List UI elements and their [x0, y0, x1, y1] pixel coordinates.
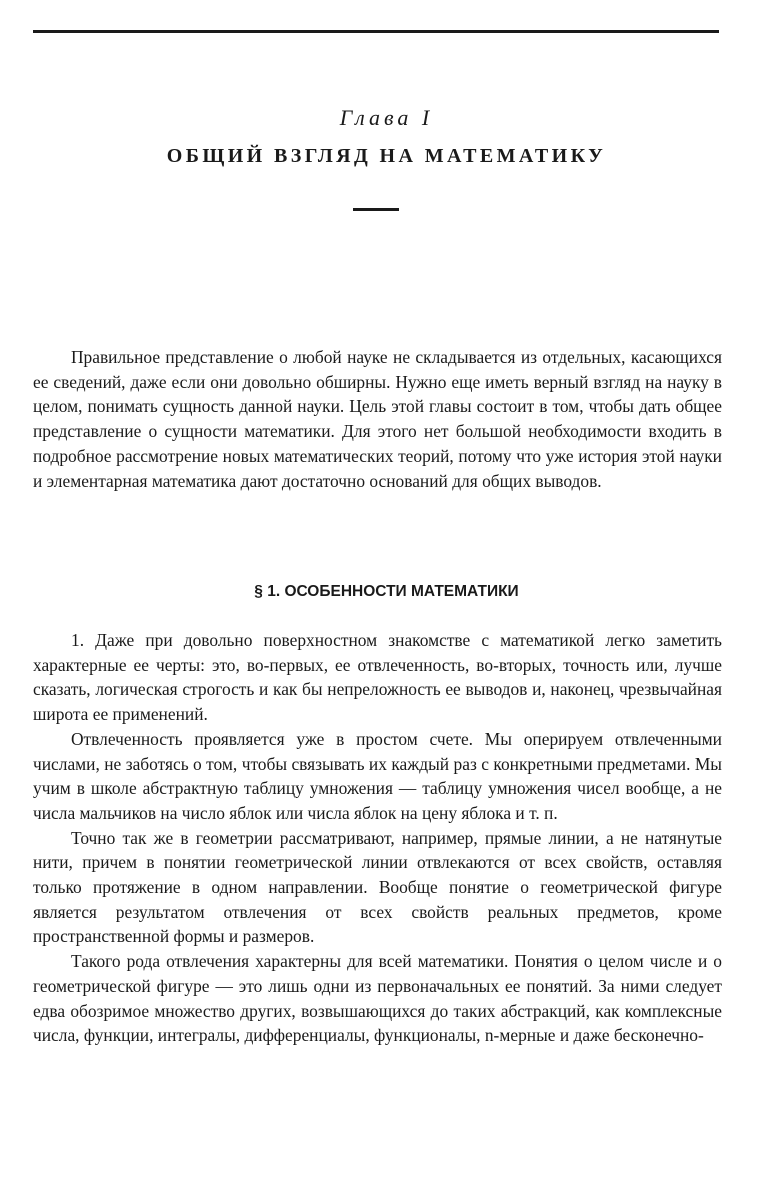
body-paragraph-2: Отвлеченность проявляется уже в простом счете. Мы оперируем отвлеченными числами, не заботясь о том, чтобы связывать их каждый раз с конкретными предметами. Мы учим в школе абстрактную таблицу умножения — таблицу умножения чисел вообще, а не числа мальчиков на число яблок или числа яблок на цену яблока и т. п.: [33, 728, 722, 823]
section-body: [33, 628, 722, 1048]
intro-paragraph: Правильное представление о любой науке не складывается из отдельных, касающихся ее сведений, даже если они довольно обширны. Нужно еще иметь верный взгляд на науку в целом, понимать сущность данной науки. Цель этой главы состоит в том, чтобы дать общее представление о сущности математики. Для этого нет большой необходимости входить в подробное рассмотрение новых математических теорий, потому что уже история этой науки и элементарная математика дают достаточно оснований для общих выводов.: [33, 347, 722, 491]
body-paragraph-1: 1. Даже при довольно поверхностном знакомстве с математикой легко заметить характерные ее черты: это, во-первых, ее отвлеченность, во-вторых, точность или, лучше сказать, логическая строгость и как бы непреложность ее выводов и, наконец, чрезвычайная широта ее применений.: [33, 630, 722, 725]
chapter-title: ОБЩИЙ ВЗГЛЯД НА МАТЕМАТИКУ: [166, 145, 607, 167]
chapter-label: Глава I: [339, 105, 434, 130]
section-heading: § 1. ОСОБЕННОСТИ МАТЕМАТИКИ: [254, 583, 519, 600]
body-paragraph-4: Такого рода отвлечения характерны для всей математики. Понятия о целом числе и о геометрической фигуре — это лишь одни из первоначальных ее понятий. За ними следует едва обозримое множество других, возвышающихся до таких абстракций, как комплексные числа, функции, интегралы, дифференциалы, функционалы, n-мерные и даже бесконечно-: [33, 951, 722, 1046]
title-divider: [353, 208, 399, 211]
body-paragraph-3: Точно так же в геометрии рассматривают, например, прямые линии, а не натянутые нити, причем в понятии геометрической линии отвлекаются от всех свойств, оставляя только протяжение в одном направлении. Вообще понятие о геометрической фигуре является результатом отвлечения от всех свойств реальных предметов, кроме пространственной формы и размеров.: [33, 827, 722, 947]
top-rule: [33, 30, 719, 33]
